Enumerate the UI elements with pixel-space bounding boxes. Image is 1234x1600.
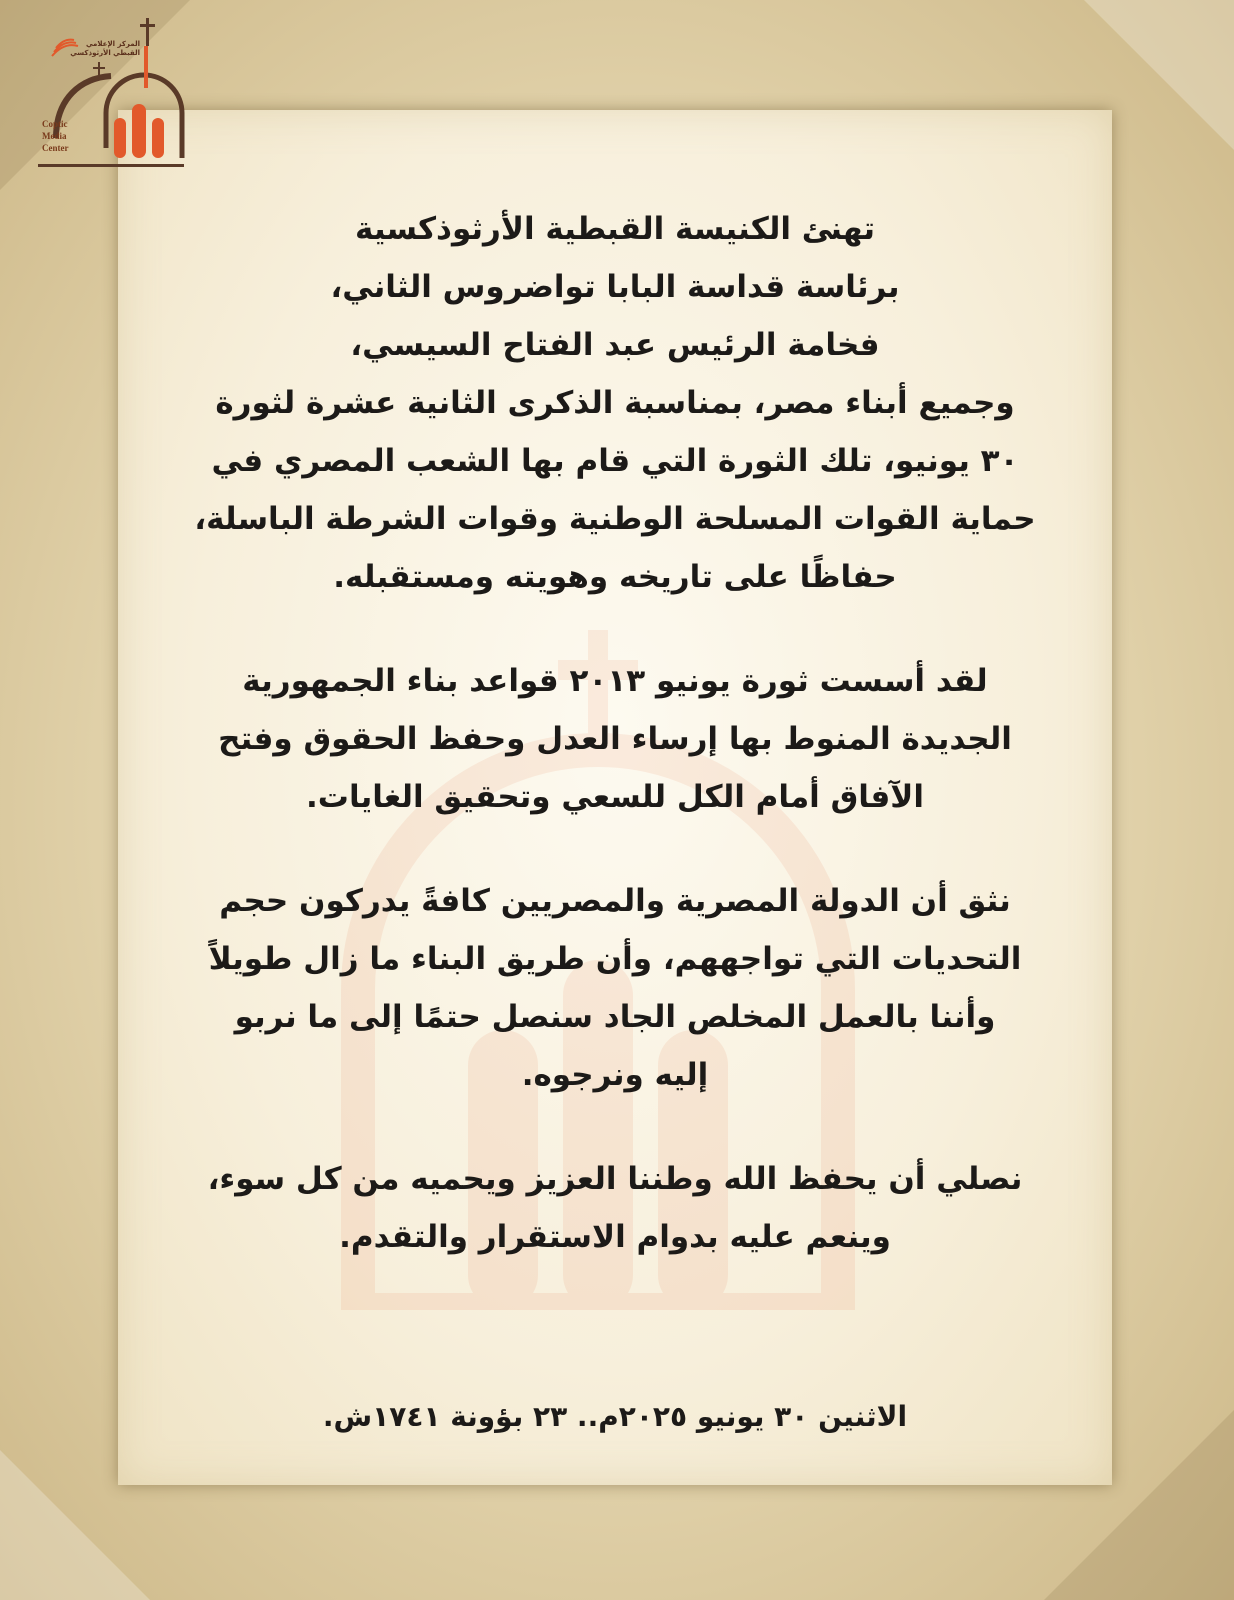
body-line: نصلي أن يحفظ الله وطننا العزيز ويحميه من كل سوء، [207, 1161, 1023, 1197]
paragraph-prayer [150, 1150, 1080, 1266]
paragraph-greeting [150, 200, 1080, 606]
body-line: الجديدة المنوط بها إرساء العدل وحفظ الحقوق وفتح [218, 721, 1012, 757]
body-line: وينعم عليه بدوام الاستقرار والتقدم. [339, 1219, 891, 1255]
body-line: حماية القوات المسلحة الوطنية وقوات الشرطة الباسلة، [194, 501, 1036, 537]
letter-date: الاثنين ٣٠ يونيو ٢٠٢٥م.. ٢٣ بؤونة ١٧٤١ش. [322, 1400, 908, 1433]
body-line: وجميع أبناء مصر، بمناسبة الذكرى الثانية عشرة لثورة [215, 385, 1015, 421]
body-line: الآفاق أمام الكل للسعي وتحقيق الغايات. [306, 779, 924, 815]
body-line: نثق أن الدولة المصرية والمصريين كافةً يدركون حجم [219, 883, 1011, 919]
body-line: لقد أسست ثورة يونيو ٢٠١٣ قواعد بناء الجمهورية [242, 663, 988, 699]
letter-body [150, 200, 1080, 1312]
body-line: حفاظًا على تاريخه وهويته ومستقبله. [333, 559, 897, 595]
body-line: التحديات التي تواجههم، وأن طريق البناء ما زال طويلاً [208, 941, 1022, 977]
body-line: وأننا بالعمل المخلص الجاد سنصل حتمًا إلى ما نربو [234, 999, 996, 1035]
body-line: برئاسة قداسة البابا تواضروس الثاني، [330, 269, 900, 305]
body-line: ٣٠ يونيو، تلك الثورة التي قام بها الشعب المصري في [211, 443, 1019, 479]
logo-arabic-name: المركز الإعلامي القبطي الأرثوذكسي [70, 40, 140, 57]
body-line: تهنئ الكنيسة القبطية الأرثوذكسية [355, 211, 875, 247]
logo-english-name: Coptic Media Center [42, 119, 69, 153]
body-line: فخامة الرئيس عبد الفتاح السيسي، [350, 327, 880, 363]
paragraph-foundations [150, 652, 1080, 826]
paragraph-confidence [150, 872, 1080, 1104]
body-line: إليه ونرجوه. [521, 1057, 709, 1093]
